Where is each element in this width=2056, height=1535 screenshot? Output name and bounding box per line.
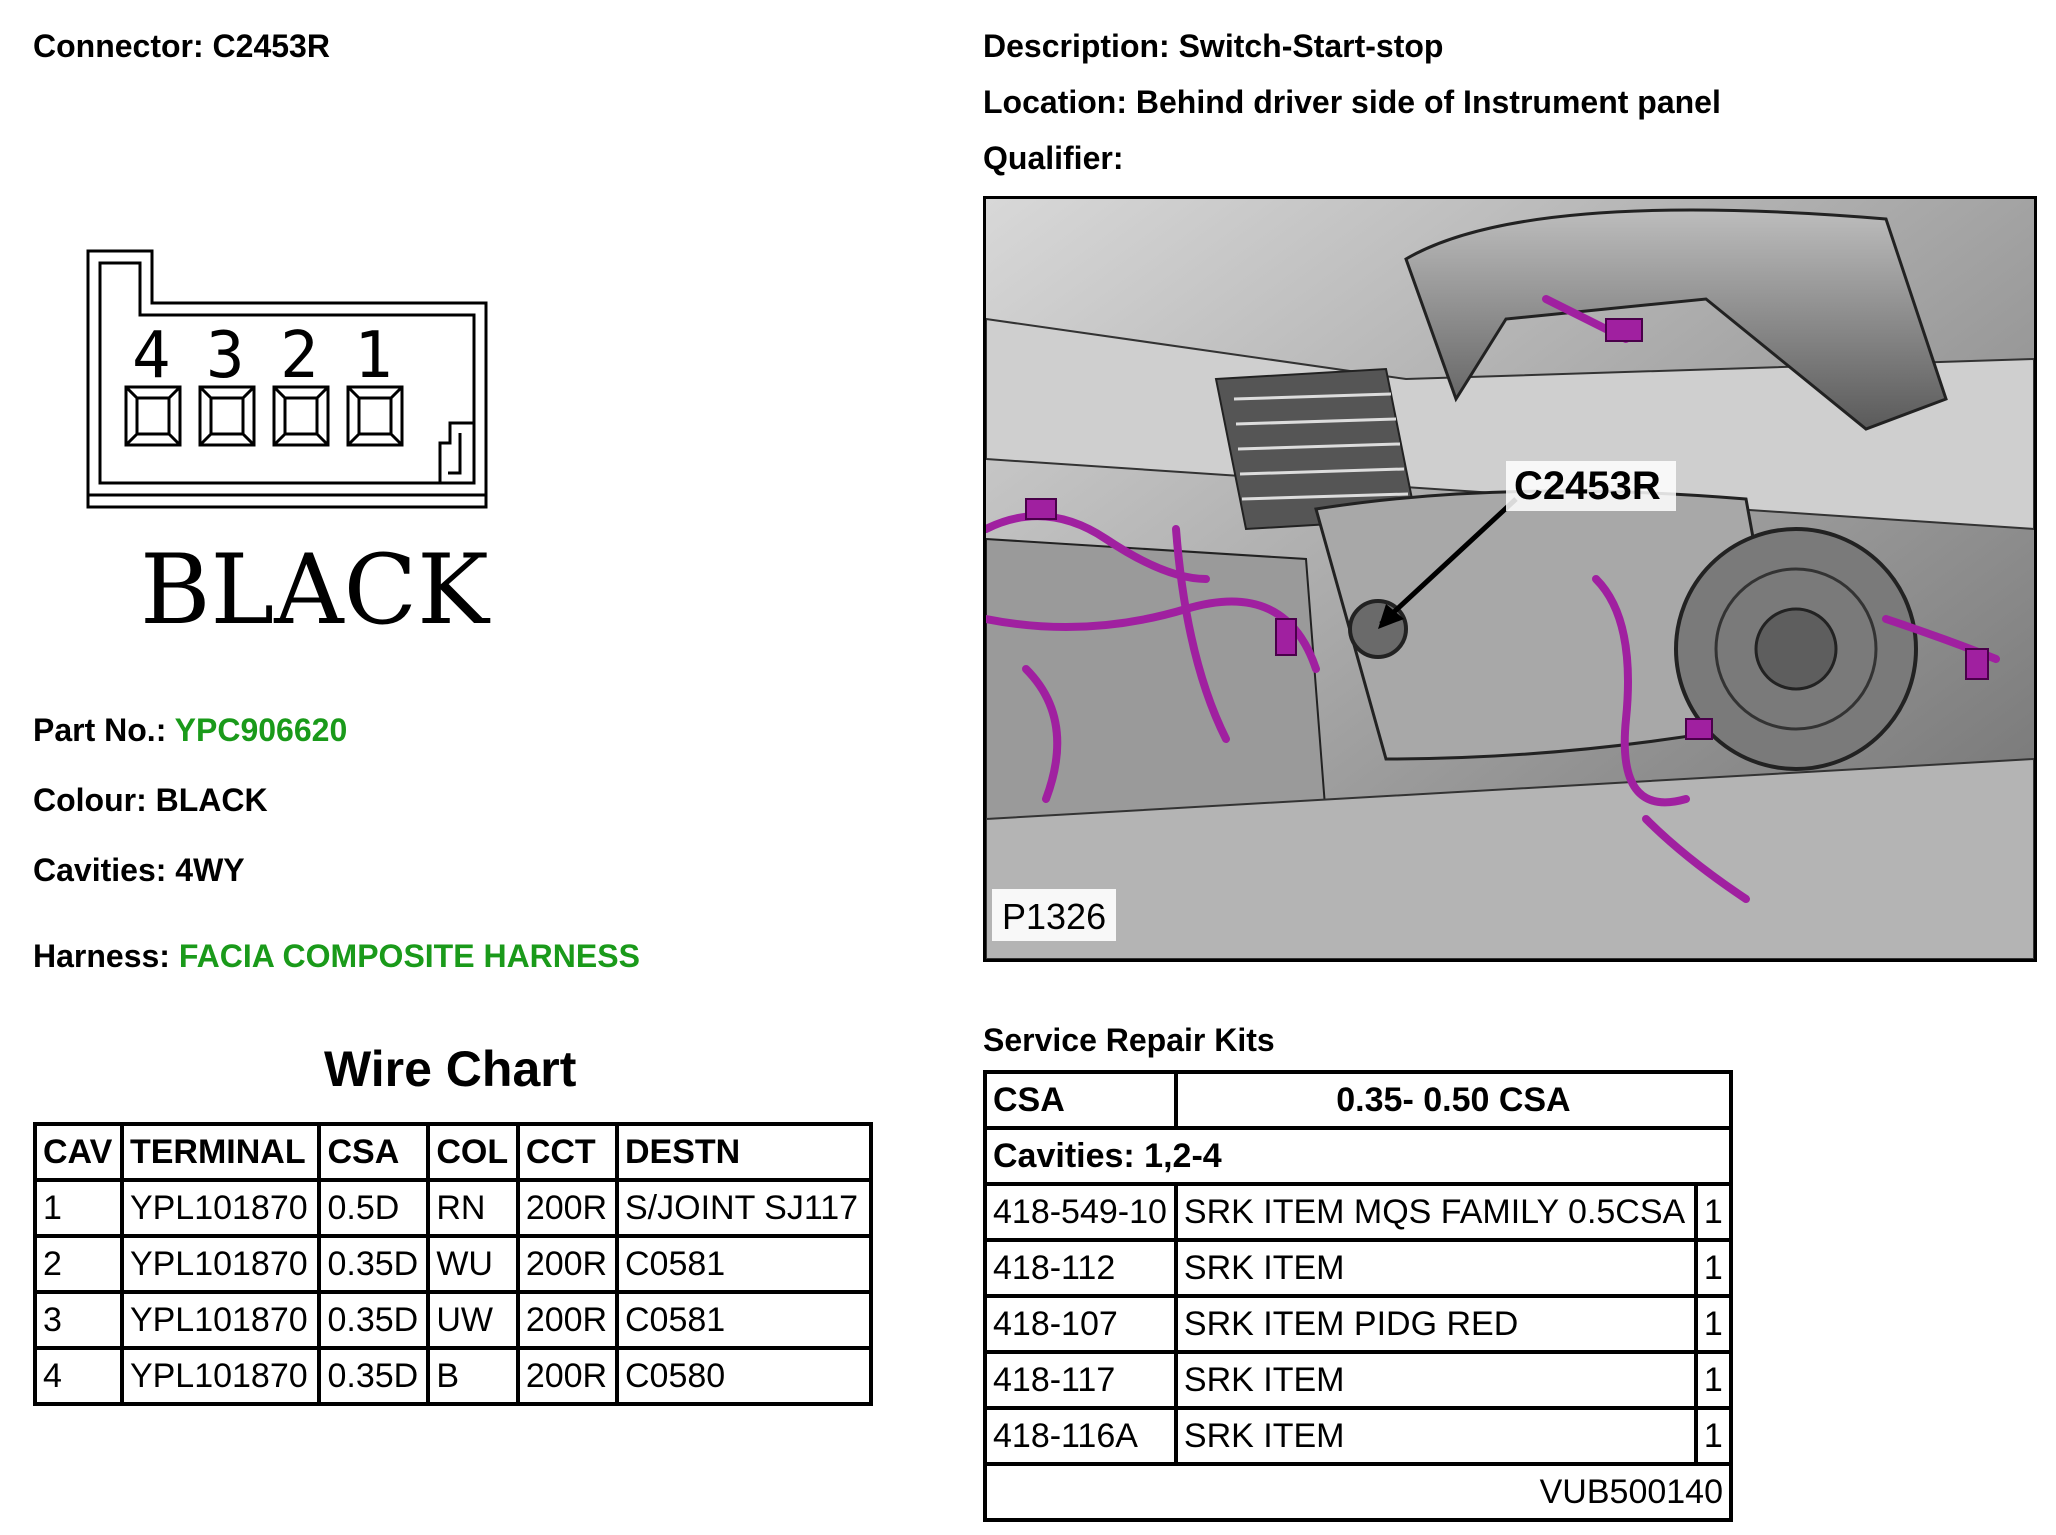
location-value: Behind driver side of Instrument panel bbox=[1135, 84, 1721, 120]
part-value: YPC906620 bbox=[174, 712, 348, 748]
table-row bbox=[35, 1348, 871, 1404]
description-label: Description: bbox=[983, 28, 1170, 64]
harness-value: FACIA COMPOSITE HARNESS bbox=[178, 938, 640, 974]
kits-csa-row bbox=[985, 1072, 1731, 1128]
wire-chart-header-row bbox=[35, 1124, 871, 1180]
kit-part-number: 418-107 bbox=[985, 1296, 1176, 1352]
harness-line bbox=[33, 938, 640, 975]
cell-col: WU bbox=[428, 1236, 518, 1292]
cell-destn: C0581 bbox=[617, 1236, 871, 1292]
cell-terminal: YPL101870 bbox=[122, 1348, 320, 1404]
cell-cav: 2 bbox=[35, 1236, 122, 1292]
kits-footer-row bbox=[985, 1464, 1731, 1520]
cell-destn: S/JOINT SJ117 bbox=[617, 1180, 871, 1236]
location-photo bbox=[983, 196, 2037, 962]
cell-cav: 1 bbox=[35, 1180, 122, 1236]
wire-chart-title: Wire Chart bbox=[324, 1041, 577, 1097]
cell-cav: 4 bbox=[35, 1348, 122, 1404]
description-value: Switch-Start-stop bbox=[1178, 28, 1444, 64]
colour-label: Colour: bbox=[33, 782, 147, 818]
table-row bbox=[985, 1408, 1731, 1464]
pin-label-4: 4 bbox=[132, 319, 171, 393]
kit-quantity: 1 bbox=[1696, 1240, 1731, 1296]
kit-description: SRK ITEM PIDG RED bbox=[1176, 1296, 1696, 1352]
cell-csa: 0.5D bbox=[319, 1180, 428, 1236]
cell-terminal: YPL101870 bbox=[122, 1180, 320, 1236]
header-col: COL bbox=[428, 1124, 518, 1180]
kit-part-number: 418-549-10 bbox=[985, 1184, 1176, 1240]
cell-destn: C0580 bbox=[617, 1348, 871, 1404]
cell-col: UW bbox=[428, 1292, 518, 1348]
photo-callout-label: C2453R bbox=[1514, 464, 1661, 508]
kit-part-number: 418-116A bbox=[985, 1408, 1176, 1464]
header-destn: DESTN bbox=[617, 1124, 871, 1180]
connector-diagram bbox=[80, 245, 500, 645]
cavities-line bbox=[33, 852, 245, 889]
photo-reference-label: P1326 bbox=[1002, 896, 1107, 937]
kit-description: SRK ITEM bbox=[1176, 1352, 1696, 1408]
header-cct: CCT bbox=[518, 1124, 617, 1180]
table-row bbox=[985, 1184, 1731, 1240]
kit-description: SRK ITEM bbox=[1176, 1240, 1696, 1296]
connector-label: Connector: bbox=[33, 28, 204, 64]
kit-quantity: 1 bbox=[1696, 1296, 1731, 1352]
kit-quantity: 1 bbox=[1696, 1408, 1731, 1464]
qualifier-line bbox=[983, 140, 1123, 177]
cell-cct: 200R bbox=[518, 1348, 617, 1404]
wire-chart-table bbox=[33, 1122, 873, 1406]
kit-quantity: 1 bbox=[1696, 1184, 1731, 1240]
header-cav: CAV bbox=[35, 1124, 122, 1180]
cell-csa: 0.35D bbox=[319, 1292, 428, 1348]
location-label: Location: bbox=[983, 84, 1127, 120]
description-line bbox=[983, 28, 1443, 65]
pin-label-2: 2 bbox=[280, 319, 319, 393]
pin-boxes bbox=[126, 387, 402, 445]
harness-label: Harness: bbox=[33, 938, 170, 974]
colour-value: BLACK bbox=[155, 782, 268, 818]
cavities-label: Cavities: bbox=[33, 852, 167, 888]
table-row bbox=[35, 1180, 871, 1236]
kits-csa-label: CSA bbox=[985, 1072, 1176, 1128]
cell-cct: 200R bbox=[518, 1236, 617, 1292]
cell-cct: 200R bbox=[518, 1180, 617, 1236]
part-label: Part No.: bbox=[33, 712, 167, 748]
table-row bbox=[35, 1292, 871, 1348]
header-terminal: TERMINAL bbox=[122, 1124, 320, 1180]
location-line bbox=[983, 84, 1721, 121]
kit-quantity: 1 bbox=[1696, 1352, 1731, 1408]
pin-label-1: 1 bbox=[354, 319, 393, 393]
kit-part-number: 418-117 bbox=[985, 1352, 1176, 1408]
colour-line bbox=[33, 782, 268, 819]
kits-table bbox=[983, 1070, 1733, 1522]
connector-value: C2453R bbox=[212, 28, 330, 64]
cell-col: RN bbox=[428, 1180, 518, 1236]
table-row bbox=[985, 1352, 1731, 1408]
kits-title: Service Repair Kits bbox=[983, 1022, 1275, 1058]
kits-footer-code: VUB500140 bbox=[985, 1464, 1731, 1520]
kits-cavities-row bbox=[985, 1128, 1731, 1184]
cell-terminal: YPL101870 bbox=[122, 1292, 320, 1348]
table-row bbox=[985, 1296, 1731, 1352]
part-line bbox=[33, 712, 347, 749]
cell-col: B bbox=[428, 1348, 518, 1404]
cell-terminal: YPL101870 bbox=[122, 1236, 320, 1292]
kit-part-number: 418-112 bbox=[985, 1240, 1176, 1296]
kits-csa-range: 0.35- 0.50 CSA bbox=[1176, 1072, 1731, 1128]
diagram-colour-text: BLACK bbox=[140, 534, 489, 645]
connector-heading bbox=[33, 28, 330, 65]
cell-cav: 3 bbox=[35, 1292, 122, 1348]
cell-destn: C0581 bbox=[617, 1292, 871, 1348]
cell-csa: 0.35D bbox=[319, 1236, 428, 1292]
pin-label-3: 3 bbox=[206, 319, 245, 393]
cavities-value: 4WY bbox=[175, 852, 245, 888]
kits-cavities: Cavities: 1,2-4 bbox=[985, 1128, 1731, 1184]
table-row bbox=[35, 1236, 871, 1292]
kit-description: SRK ITEM MQS FAMILY 0.5CSA bbox=[1176, 1184, 1696, 1240]
table-row bbox=[985, 1240, 1731, 1296]
cell-csa: 0.35D bbox=[319, 1348, 428, 1404]
qualifier-label: Qualifier: bbox=[983, 140, 1124, 176]
cell-cct: 200R bbox=[518, 1292, 617, 1348]
kit-description: SRK ITEM bbox=[1176, 1408, 1696, 1464]
header-csa: CSA bbox=[319, 1124, 428, 1180]
